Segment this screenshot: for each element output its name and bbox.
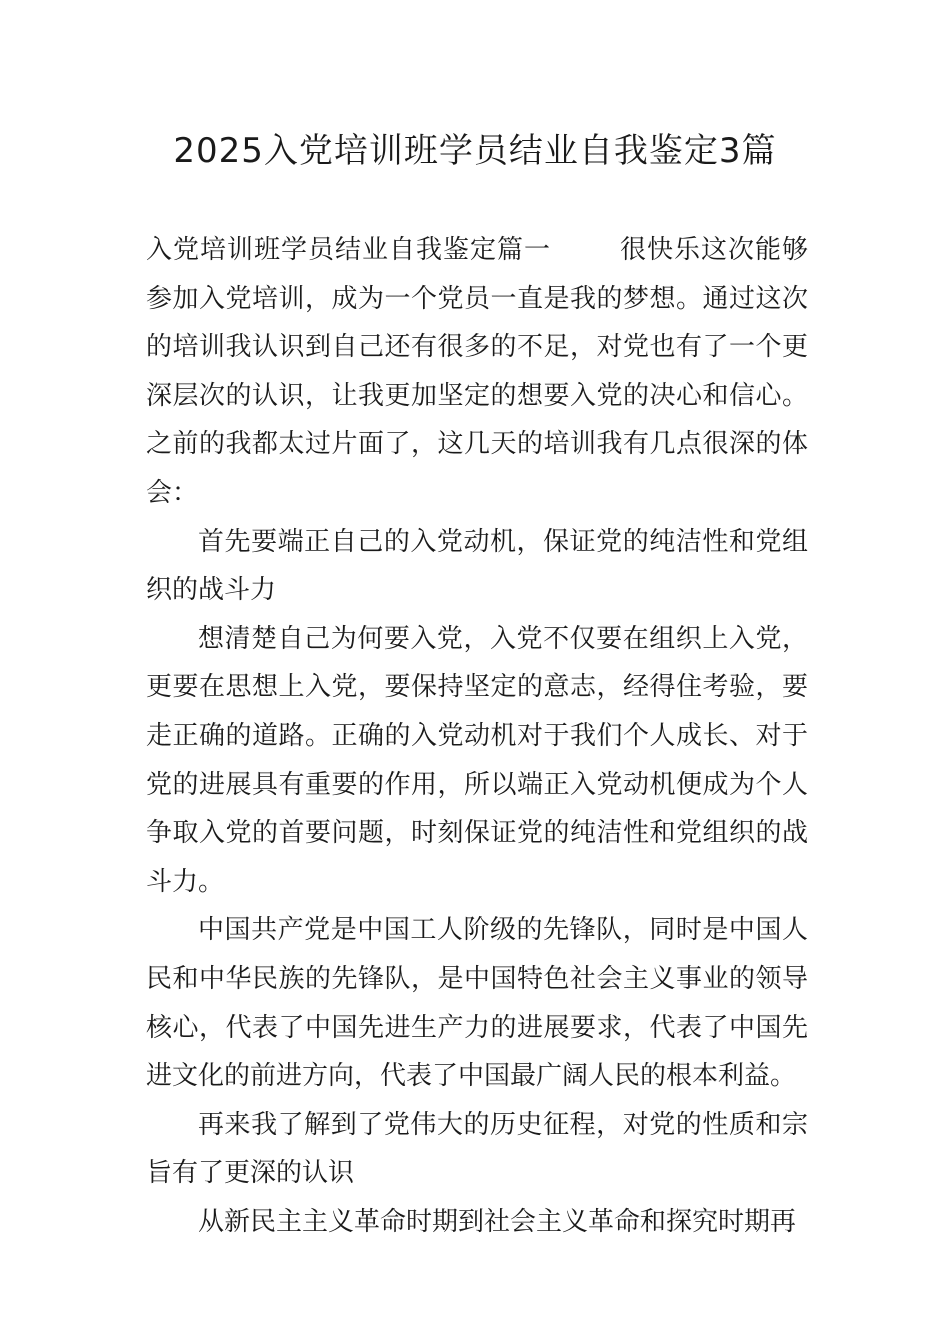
intro-heading: 入党培训班学员结业自我鉴定篇一 [146, 235, 551, 265]
paragraph: 再来我了解到了党伟大的历史征程，对党的性质和宗旨有了更深的认识 [146, 1109, 808, 1189]
paragraph: 从新民主主义革命时期到社会主义革命和探究时期再 [198, 1206, 797, 1237]
paragraph: 中国共产党是中国工人阶级的先锋队，同时是中国人民和中华民族的先锋队，是中国特色社会主义事业的领导核心，代表了中国先进生产力的进展要求，代表了中国先进文化的前进方向，代表了中国最广阔人民的根本利益。 [146, 915, 808, 1092]
paragraph: 想清楚自己为何要入党，入党不仅要在组织上入党，更要在思想上入党，要保持坚定的意志，经得住考验，要走正确的道路。正确的入党动机对于我们个人成长、对于党的进展具有重要的作用，所以端正入党动机便成为个人争取入党的首要问题，时刻保证党的纯洁性和党组织的战斗力。 [146, 623, 808, 897]
document-title: 2025入党培训班学员结业自我鉴定3篇 [173, 131, 777, 171]
paragraph: 首先要端正自己的入党动机，保证党的纯洁性和党组织的战斗力 [146, 526, 808, 606]
document-body [146, 226, 808, 1246]
intro-paragraph [146, 226, 808, 518]
intro-text: 很快乐这次能够参加入党培训，成为一个党员一直是我的梦想。通过这次的培训我认识到自己还有很多的不足，对党也有了一个更深层次的认识，让我更加坚定的想要入党的决心和信心。之前的我都太过片面了，这几天的培训我有几点很深的体会： [146, 235, 808, 508]
